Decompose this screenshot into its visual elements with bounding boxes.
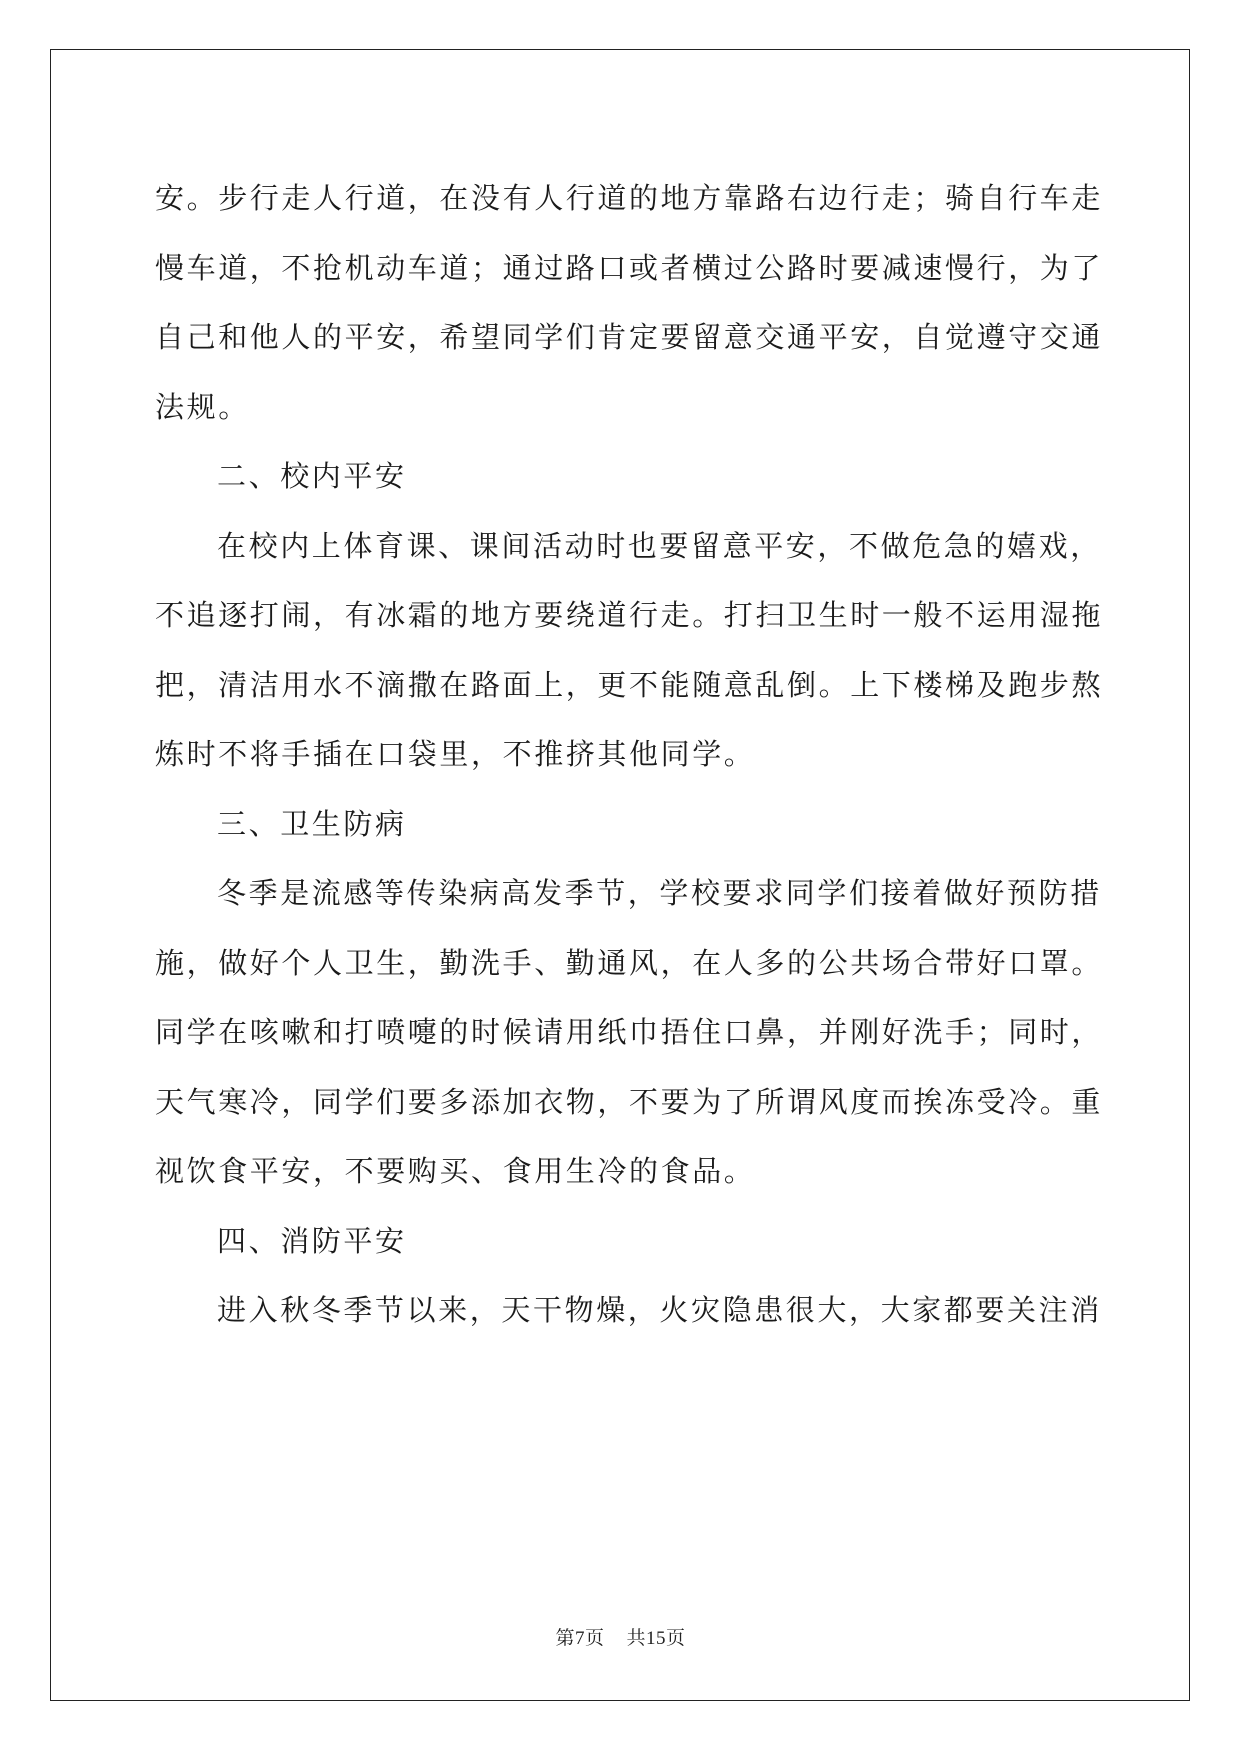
text-line: 把，清洁用水不滴撒在路面上，更不能随意乱倒。上下楼梯及跑步熬 xyxy=(155,667,1104,702)
text-line: 不追逐打闹，有冰霜的地方要绕道行走。打扫卫生时一般不运用湿拖 xyxy=(155,598,1104,632)
text-line: 进入秋冬季节以来，天干物燥，火灾隐患很大，大家都要关注消 xyxy=(217,1293,1102,1327)
page-total: 共15页 xyxy=(626,1628,686,1649)
text-line: 安。步行走人行道，在没有人行道的地方靠路右边行走；骑自行车走 xyxy=(155,181,1104,215)
section-heading: 二、校内平安 xyxy=(217,459,407,493)
text-line: 冬季是流感等传染病高发季节，学校要求同学们接着做好预防措 xyxy=(217,876,1102,910)
text-line: 天气寒冷，同学们要多添加衣物，不要为了所谓风度而挨冻受冷。重 xyxy=(155,1084,1104,1119)
text-line: 炼时不将手插在口袋里，不推挤其他同学。 xyxy=(155,737,756,771)
document-body xyxy=(155,164,1104,1346)
text-line: 同学在咳嗽和打喷嚏的时候请用纸巾捂住口鼻，并刚好洗手；同时， xyxy=(155,1015,1104,1049)
section-heading: 四、消防平安 xyxy=(217,1223,407,1258)
page-footer xyxy=(0,1623,1241,1650)
page-number: 第7页 xyxy=(555,1628,605,1649)
text-line: 施，做好个人卫生，勤洗手、勤通风，在人多的公共场合带好口罩。 xyxy=(155,945,1104,980)
section-heading: 三、卫生防病 xyxy=(217,806,407,841)
text-line: 自己和他人的平安，希望同学们肯定要留意交通平安，自觉遵守交通 xyxy=(155,320,1104,354)
text-line: 在校内上体育课、课间活动时也要留意平安，不做危急的嬉戏， xyxy=(217,528,1102,563)
text-line: 法规。 xyxy=(155,389,250,424)
text-line: 慢车道，不抢机动车道；通过路口或者横过公路时要减速慢行，为了 xyxy=(155,250,1104,285)
text-line: 视饮食平安，不要购买、食用生冷的食品。 xyxy=(155,1154,756,1188)
